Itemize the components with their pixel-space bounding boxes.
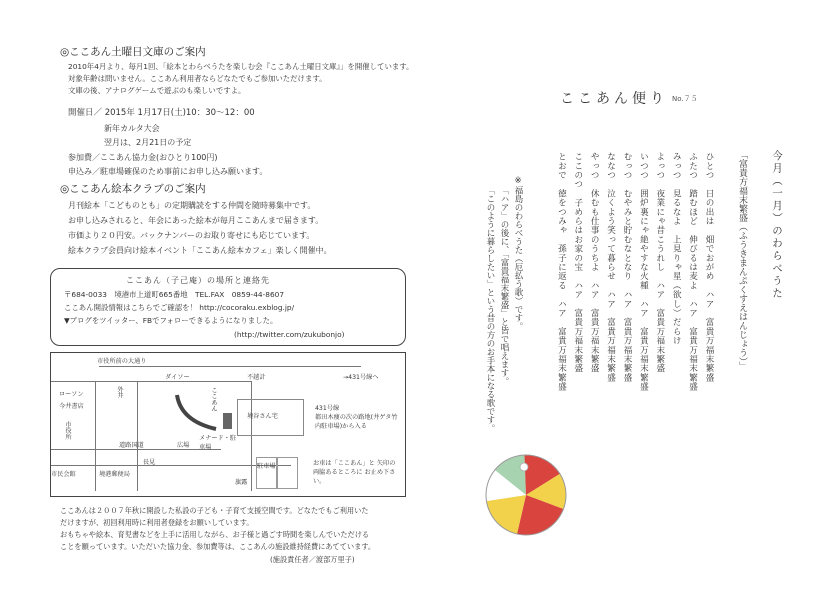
map-title: ここあん（子己庵）の場所と連絡先 (126, 276, 270, 285)
label-gaifuku: 外井 (116, 386, 123, 399)
lyric-column: ひとつ 日の出は 畑でおがめ ハア 富貴万福末繁盛 (704, 152, 714, 382)
label-daiso: ダイソー (165, 374, 190, 381)
club-line-1: 月刊絵本「こどものとも」の定期購読をする仲間を随時募集中です。 (68, 201, 316, 210)
saturday-line-3: 文庫の後、アナログゲームで遊ぶのも楽しいですよ。 (68, 86, 246, 95)
club-line-3: 市価より２０円安。バックナンバーのお取り寄せにも応じています。 (68, 231, 315, 240)
road-bottom (51, 465, 291, 466)
beach-ball-icon (484, 453, 568, 537)
warabe-song-title: 「富貴方福末繁盛（ふうきまんぷくすえはんじょう）」 (737, 150, 747, 371)
lyric-column: やっつ 休むも仕事のうちよ ハア 富貴万福末繁盛 (589, 152, 600, 373)
saturday-line-1: 2010年4月より、毎月1回、「絵本とわらべうたを楽しむ会『ここあん土曜日文庫』」を開催しています。 (68, 62, 414, 71)
footer-line-3: おもちゃや絵本、育児書などを上手に活用しながら、お子様と過ごす時間を楽しんでいただける (60, 530, 370, 539)
saturday-extra-1: 新年カルタ大会 (104, 124, 160, 133)
map-blog: ここあん開設情報はこちらでご確認を！ http://cocoraku.exblog.jp/ (64, 303, 295, 312)
road-right (251, 381, 252, 491)
label-yakusho: 市役所 (64, 421, 71, 440)
road-main (51, 381, 251, 382)
saturday-fee: 参加費／ここあん協力金(おひとり100円) (68, 153, 218, 162)
club-line-4: 絵本クラブ会員向け絵本イベント「ここあん絵本カフェ」楽しく開催中。 (68, 246, 332, 255)
warabe-note-3: 「このように暮らしたい」という昔の方のお手本になる歌です。 (485, 186, 495, 433)
label-shimin: 市民会館 (51, 471, 76, 478)
saturday-date: 開催日／ 2015年 1月17日(土)10：30〜12：00 (68, 108, 255, 118)
footer-line-4: ことを願っています。いただいた協力金、参加費等は、ここあんの施設維持経費にあてています。 (60, 542, 376, 551)
label-nagami: 長見 (143, 459, 156, 466)
label-hiroba: 広場 (177, 442, 190, 449)
road-top (99, 366, 361, 367)
map-address: 〒684-0033 境港市上道町665番地 TEL.FAX 0859-44-8607 (64, 290, 285, 299)
label-route-431: 431号線 (315, 405, 340, 412)
saturday-line-2: 対象年齢は問いません。ここあん利用者ならどなたでもご参加いただけます。 (68, 74, 327, 83)
label-lawson: ローソン (59, 391, 84, 398)
label-imai: 今井書店 (59, 403, 84, 410)
lyric-column: よっつ 夜業にゃ昔こうれし ハア 富貴万福末繁盛 (654, 152, 665, 373)
label-road-top: 市役所前の大通り (97, 358, 147, 365)
newsletter-number: No.７５ (672, 95, 698, 103)
warabe-note-1: ※福島のわらべうた（厄払う歌）です。 (513, 176, 523, 331)
newsletter-title: ここあん便り (560, 91, 668, 107)
label-bottom: 旗露 (235, 479, 248, 486)
warabe-note-2: 「ハア」の後に、「富貴福末繁盛」と皆で唱えます。 (499, 186, 509, 386)
label-doro: 道路国道 (119, 442, 144, 449)
map-twitter: ▼ブログをツイッター、FBでフォローできるようになりました。 (64, 316, 278, 325)
label-to-431: →431号線へ (343, 374, 379, 381)
label-hasegawa: 境谷さん宅 (247, 413, 278, 420)
lyric-column: むっつ むやみと貯むなとなり ハア 富貴万福末繁盛 (622, 152, 632, 382)
label-parking: 駐車場 (257, 463, 276, 470)
lyric-column: ふたつ 踏むほど 伸びるは麦よ ハア 富貴万福末繁盛 (687, 152, 698, 392)
label-notice: 都田木痩の次の路地(井ゲタ竹内駐車場)から入る (315, 414, 398, 430)
label-menard: メナード・駐車場 (199, 435, 237, 451)
lyric-column: いつつ 囲炉裏にゃ絶やすな火種 ハア 富貴万福末繁盛 (638, 152, 649, 392)
map-twitter-url[interactable]: (http://twitter.com/zukubonjo) (234, 330, 345, 339)
lyric-column: とおで 徳をつみゃ 孫子に返る ハア 富貴万福末繁盛 (556, 152, 567, 392)
label-cocoan: ここあん (210, 387, 217, 412)
parking-lot-2 (276, 457, 298, 489)
label-car-note: お車は「ここあん」と 矢印の両脇あるところに お止め下さい。 (313, 460, 396, 485)
club-line-2: お申し込みされると、年会にあった絵本が毎月ここあんまで届きます。 (68, 216, 324, 225)
road-left (95, 381, 96, 491)
footer-line-2: だけますが、初回利用時に利用者登録をお願いしています。 (60, 518, 254, 527)
road-lower (51, 449, 221, 450)
label-post: 境港郵便局 (99, 471, 130, 478)
access-map (50, 352, 406, 497)
saturday-title: ◎ここあん土曜日文庫のご案内 (60, 46, 206, 58)
lyric-column: みっつ 見るなよ 上見りゃ星（欲し）だらけ (671, 152, 682, 346)
saturday-apply: 申込み／駐車場確保のため事前にお申し込み願います。 (68, 167, 268, 176)
label-shinkoumachi: 不越計 (247, 374, 266, 381)
footer-line-1: ここあんは２００７年秋に開設した私設の子ども・子育て支援空間です。どなたでもご利用いた (60, 506, 369, 515)
footer-sign: (施設責任者／渡部万里子) (270, 555, 355, 564)
road-mid (137, 381, 138, 491)
club-title: ◎ここあん絵本クラブのご案内 (60, 183, 206, 195)
saturday-extra-2: 翌月は、2月21日の予定 (104, 138, 192, 147)
warabe-heading: 今月（一月）のわらべうた (771, 150, 783, 300)
lyric-column: ここのつ 子めらはお家の宝 ハア 富貴万福末繁盛 (572, 152, 583, 373)
lyric-column: ななつ 泣くよう笑って暮らせ ハア 富貴万福末繁盛 (605, 152, 616, 382)
